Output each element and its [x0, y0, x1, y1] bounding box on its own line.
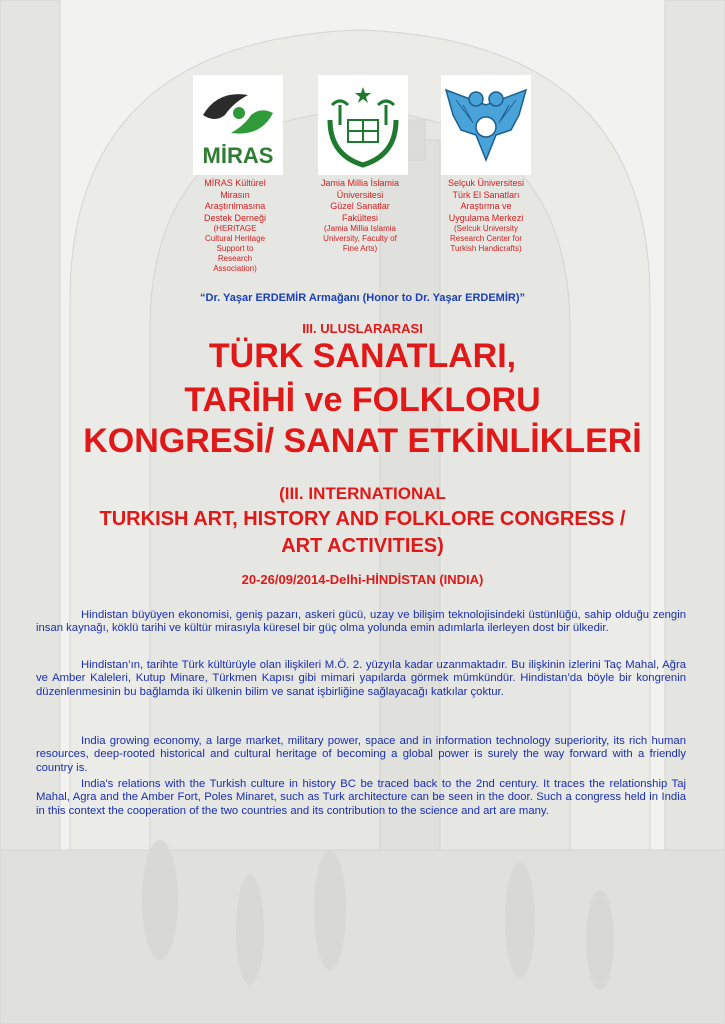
org-line: Fine Arts): [342, 244, 378, 253]
org-line: Üniversitesi: [336, 189, 384, 200]
org-line: (Jamia Millia Islamia: [323, 224, 396, 233]
org-line: Jamia Millia İslamia: [320, 178, 400, 188]
event-date-place: 20-26/09/2014-Delhi-HİNDİSTAN (INDIA): [241, 572, 484, 587]
org-line: University, Faculty of: [323, 234, 397, 243]
paragraph-tr-1: Hindistan büyüyen ekonomisi, geniş pazarı, askeri gücü, uzay ve bilişim teknolojisindeki üstünlüğü, sahip olduğu zengin insan kaynağı, köklü tarihi ve kültür mirasıyla küresel bir güç olma yolunda emin adımlarla ilerleyen dost bir ülkedir.: [36, 609, 686, 635]
title-en-line0: (III. INTERNATIONAL: [279, 484, 446, 503]
org-line: Cultural Heritage: [204, 234, 266, 243]
paragraph-tr-2: Hindistan’ın, tarihte Türk kültürüyle olan ilişkileri M.Ö. 2. yüzyıla kadar uzanmaktadır. Bu ilişkinin izlerini Taç Mahal, Ağra ve Amber Kaleleri, Kutup Minare, Türkmen Kapısı gibi mimari yapılarda görmek mümkündür. Hindistan’da böyle bir kongrenin düzenlenmesinin bu bağlamda iki ülkenin bilim ve sanat işbirliğine sağlayacağı katkılar çoktur.: [36, 659, 686, 698]
org-line: Turkish Handicrafts): [450, 244, 522, 253]
org-line: Research Center for: [449, 234, 523, 243]
paragraph-en-1: India growing economy, a large market, military power, space and in information technology superiority, its rich human resources, deep-rooted historical and cultural heritage of becoming a global power is surely the way forward with a friendly country is.: [36, 735, 686, 774]
title-tr-line1: TÜRK SANATLARI,: [208, 337, 517, 375]
org-selcuk-caption: [431, 178, 541, 254]
org-line: (HERITAGE: [213, 224, 257, 233]
org-jamia-caption: [305, 178, 415, 254]
miras-logo-text: MİRAS: [202, 143, 274, 168]
double-eagle-icon: [441, 75, 531, 175]
org-line: Association): [213, 264, 257, 273]
title-tr-prefix: III. ULUSLARARASI: [302, 321, 423, 336]
selcuk-logo: [441, 75, 531, 175]
org-line: Mirasın: [220, 189, 250, 200]
org-line: Fakültesi: [341, 212, 378, 223]
org-line: Research: [217, 254, 253, 263]
miras-logo: [193, 75, 283, 175]
jamia-crest-icon: [318, 75, 408, 175]
title-en-line1: TURKISH ART, HISTORY AND FOLKLORE CONGRESS /: [99, 508, 626, 530]
org-line: Selçuk Üniversitesi: [447, 178, 525, 188]
org-line: Uygulama Merkezi: [448, 212, 524, 223]
title-en-line2: ART ACTIVITIES): [281, 535, 444, 557]
org-line: Destek Derneği: [203, 212, 267, 223]
miras-hands-icon: [193, 75, 283, 175]
org-line: Güzel Sanatlar: [330, 201, 390, 211]
org-line: MİRAS Kültürel: [204, 178, 266, 188]
jamia-millia-logo: [318, 75, 408, 175]
org-line: (Selcuk University: [453, 224, 518, 233]
org-miras-caption: [180, 178, 290, 274]
title-tr-line2: TARİHİ ve FOLKLORU: [184, 381, 541, 419]
org-line: Araştırma ve: [460, 201, 512, 211]
org-line: Support to: [216, 244, 254, 253]
honor-dedication: “Dr. Yaşar ERDEMİR Armağanı (Honor to Dr. Yaşar ERDEMİR)”: [200, 292, 525, 304]
title-tr-line3: KONGRESİ/ SANAT ETKİNLİKLERİ: [83, 422, 642, 460]
org-line: Türk El Sanatları: [452, 189, 520, 200]
org-line: Araştırılmasına: [204, 201, 266, 211]
paragraph-en-2: India's relations with the Turkish culture in history BC be traced back to the 2nd century. It traces the relationship Taj Mahal, Agra and the Amber Fort, Poles Minaret, such as Turk architecture can be seen in the door. Such a congress held in India in this context the cooperation of the two countries and its contribution to the science and art are many.: [36, 778, 686, 817]
